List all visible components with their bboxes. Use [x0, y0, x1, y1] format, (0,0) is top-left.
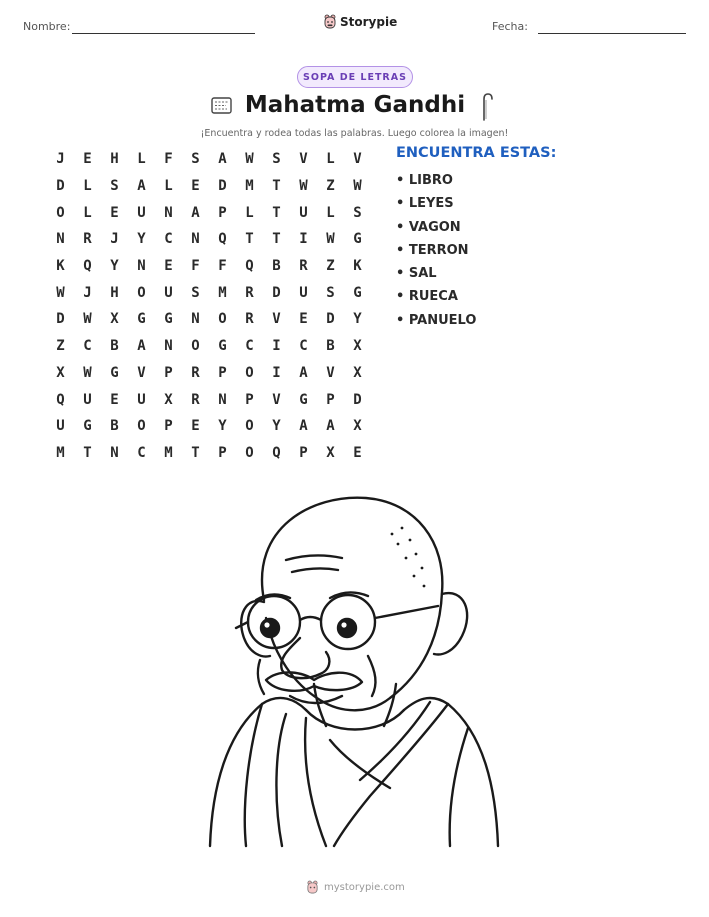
grid-cell[interactable]: L	[83, 178, 92, 195]
grid-cell[interactable]: V	[272, 391, 281, 408]
grid-cell[interactable]: X	[326, 444, 335, 461]
grid-cell[interactable]: E	[191, 178, 200, 195]
grid-cell[interactable]: M	[218, 284, 227, 301]
grid-cell[interactable]: B	[326, 338, 335, 355]
grid-cell[interactable]: Q	[83, 258, 92, 275]
storypie-mascot-icon	[323, 14, 337, 30]
grid-cell[interactable]: U	[137, 391, 146, 408]
grid-cell[interactable]: N	[164, 338, 173, 355]
grid-cell[interactable]: Z	[326, 178, 335, 195]
grid-cell[interactable]: O	[245, 364, 254, 381]
word-list-item: • RUECA	[396, 289, 458, 305]
grid-cell[interactable]: B	[110, 338, 119, 355]
grid-cell[interactable]: B	[272, 258, 281, 275]
grid-cell[interactable]: N	[110, 444, 119, 461]
grid-cell[interactable]: Q	[245, 258, 254, 275]
grid-cell[interactable]: M	[164, 444, 173, 461]
grid-cell[interactable]: W	[83, 311, 92, 328]
grid-cell[interactable]: G	[353, 284, 362, 301]
puzzle-type-badge: SOPA DE LETRAS	[297, 66, 413, 88]
grid-cell[interactable]: T	[272, 231, 281, 248]
grid-cell[interactable]: U	[137, 204, 146, 221]
grid-cell[interactable]: C	[137, 444, 146, 461]
footer-site[interactable]: mystorypie.com	[324, 882, 405, 893]
grid-cell[interactable]: O	[56, 204, 65, 221]
grid-cell[interactable]: Z	[56, 338, 65, 355]
date-line[interactable]	[538, 33, 686, 34]
grid-cell[interactable]: L	[164, 178, 173, 195]
grid-cell[interactable]: D	[272, 284, 281, 301]
page-title: Mahatma Gandhi	[244, 92, 466, 118]
name-line[interactable]	[72, 33, 255, 34]
word-list-item: • SAL	[396, 266, 437, 282]
grid-cell[interactable]: C	[164, 231, 173, 248]
grid-cell[interactable]: H	[110, 284, 119, 301]
grid-cell[interactable]: R	[191, 391, 200, 408]
grid-cell[interactable]: V	[299, 151, 308, 168]
grid-cell[interactable]: H	[110, 151, 119, 168]
grid-cell[interactable]: T	[83, 444, 92, 461]
grid-cell[interactable]: G	[218, 338, 227, 355]
grid-cell[interactable]: O	[137, 418, 146, 435]
grid-cell[interactable]: P	[218, 204, 227, 221]
grid-cell[interactable]: A	[137, 178, 146, 195]
grid-cell[interactable]: N	[164, 204, 173, 221]
grid-cell[interactable]: F	[191, 258, 200, 275]
grid-cell[interactable]: R	[83, 231, 92, 248]
grid-cell[interactable]: E	[191, 418, 200, 435]
grid-cell[interactable]: T	[272, 204, 281, 221]
grid-cell[interactable]: E	[110, 391, 119, 408]
grid-cell[interactable]: W	[326, 231, 335, 248]
grid-cell[interactable]: C	[299, 338, 308, 355]
grid-cell[interactable]: K	[353, 258, 362, 275]
grid-cell[interactable]: G	[299, 391, 308, 408]
grid-cell[interactable]: I	[272, 338, 281, 355]
grid-cell[interactable]: T	[191, 444, 200, 461]
grid-cell[interactable]: P	[164, 418, 173, 435]
word-list-heading: ENCUENTRA ESTAS:	[396, 145, 557, 161]
grid-cell[interactable]: I	[299, 231, 308, 248]
grid-cell[interactable]: D	[353, 391, 362, 408]
grid-cell[interactable]: A	[299, 364, 308, 381]
grid-cell[interactable]: E	[299, 311, 308, 328]
brand-name: Storypie	[340, 15, 398, 29]
word-list-item: • TERRON	[396, 242, 469, 258]
grid-cell[interactable]: X	[56, 364, 65, 381]
instructions-text: ¡Encuentra y rodea todas las palabras. Luego colorea la imagen!	[200, 128, 509, 139]
grid-cell[interactable]: L	[326, 204, 335, 221]
grid-cell[interactable]: S	[110, 178, 119, 195]
scroll-doodle-icon	[209, 95, 235, 117]
grid-cell[interactable]: N	[218, 391, 227, 408]
grid-cell[interactable]: C	[83, 338, 92, 355]
grid-cell[interactable]: J	[110, 231, 119, 248]
grid-cell[interactable]: A	[137, 338, 146, 355]
grid-cell[interactable]: Y	[272, 418, 281, 435]
grid-cell[interactable]: L	[245, 204, 254, 221]
grid-cell[interactable]: S	[353, 204, 362, 221]
grid-cell[interactable]: X	[353, 418, 362, 435]
grid-cell[interactable]: Q	[56, 391, 65, 408]
grid-cell[interactable]: X	[353, 338, 362, 355]
grid-cell[interactable]: J	[56, 151, 65, 168]
grid-cell[interactable]: B	[110, 418, 119, 435]
grid-cell[interactable]: P	[218, 364, 227, 381]
grid-cell[interactable]: F	[218, 258, 227, 275]
grid-cell[interactable]: A	[218, 151, 227, 168]
gandhi-coloring-illustration[interactable]	[202, 488, 507, 850]
grid-cell[interactable]: F	[164, 151, 173, 168]
grid-cell[interactable]: Y	[110, 258, 119, 275]
grid-cell[interactable]: W	[299, 178, 308, 195]
name-label: Nombre:	[23, 20, 71, 33]
grid-cell[interactable]: D	[56, 311, 65, 328]
grid-cell[interactable]: P	[164, 364, 173, 381]
grid-cell[interactable]: N	[137, 258, 146, 275]
grid-cell[interactable]: T	[272, 178, 281, 195]
storypie-mascot-icon	[306, 880, 319, 895]
grid-cell[interactable]: C	[245, 338, 254, 355]
grid-cell[interactable]: O	[137, 284, 146, 301]
grid-cell[interactable]: Y	[137, 231, 146, 248]
grid-cell[interactable]: U	[299, 284, 308, 301]
grid-cell[interactable]: I	[272, 364, 281, 381]
walking-stick-icon	[478, 92, 494, 122]
grid-cell[interactable]: A	[299, 418, 308, 435]
grid-cell[interactable]: D	[56, 178, 65, 195]
grid-cell[interactable]: O	[245, 418, 254, 435]
grid-cell[interactable]: P	[299, 444, 308, 461]
word-list-item: • VAGON	[396, 219, 461, 235]
grid-cell[interactable]: R	[191, 364, 200, 381]
grid-cell[interactable]: U	[56, 418, 65, 435]
grid-cell[interactable]: V	[353, 151, 362, 168]
grid-cell[interactable]: L	[83, 204, 92, 221]
grid-cell[interactable]: A	[191, 204, 200, 221]
grid-cell[interactable]: V	[326, 364, 335, 381]
grid-cell[interactable]: P	[326, 391, 335, 408]
grid-cell[interactable]: G	[137, 311, 146, 328]
grid-cell[interactable]: S	[191, 151, 200, 168]
grid-cell[interactable]: Q	[272, 444, 281, 461]
date-label: Fecha:	[492, 20, 528, 33]
grid-cell[interactable]: D	[218, 178, 227, 195]
grid-cell[interactable]: W	[353, 178, 362, 195]
grid-cell[interactable]: G	[353, 231, 362, 248]
grid-cell[interactable]: U	[83, 391, 92, 408]
grid-cell[interactable]: X	[164, 391, 173, 408]
grid-cell[interactable]: G	[83, 418, 92, 435]
grid-cell[interactable]: T	[245, 231, 254, 248]
grid-cell[interactable]: Z	[326, 258, 335, 275]
grid-cell[interactable]: Y	[353, 311, 362, 328]
grid-cell[interactable]: M	[245, 178, 254, 195]
grid-cell[interactable]: D	[326, 311, 335, 328]
grid-cell[interactable]: E	[83, 151, 92, 168]
grid-cell[interactable]: K	[56, 258, 65, 275]
grid-cell[interactable]: N	[191, 231, 200, 248]
grid-cell[interactable]: R	[245, 284, 254, 301]
grid-cell[interactable]: X	[110, 311, 119, 328]
footer	[306, 880, 405, 895]
grid-cell[interactable]: U	[164, 284, 173, 301]
grid-cell[interactable]: E	[164, 258, 173, 275]
grid-cell[interactable]: S	[326, 284, 335, 301]
word-search-grid[interactable]	[47, 146, 371, 466]
grid-cell[interactable]: A	[326, 418, 335, 435]
grid-cell[interactable]: R	[299, 258, 308, 275]
grid-cell[interactable]: P	[245, 391, 254, 408]
grid-cell[interactable]: W	[56, 284, 65, 301]
grid-cell[interactable]: O	[218, 311, 227, 328]
word-list	[396, 171, 476, 334]
grid-cell[interactable]: P	[218, 444, 227, 461]
grid-cell[interactable]: N	[191, 311, 200, 328]
grid-cell[interactable]: G	[110, 364, 119, 381]
grid-cell[interactable]: Q	[218, 231, 227, 248]
grid-cell[interactable]: E	[110, 204, 119, 221]
grid-cell[interactable]: J	[83, 284, 92, 301]
grid-cell[interactable]: W	[83, 364, 92, 381]
word-list-item: • LEYES	[396, 196, 454, 212]
grid-cell[interactable]: S	[191, 284, 200, 301]
grid-cell[interactable]: O	[245, 444, 254, 461]
word-list-item: • LIBRO	[396, 173, 453, 188]
brand-logo	[323, 14, 397, 30]
grid-cell[interactable]: V	[272, 311, 281, 328]
grid-cell[interactable]: W	[245, 151, 254, 168]
grid-cell[interactable]: E	[353, 444, 362, 461]
grid-cell[interactable]: V	[137, 364, 146, 381]
grid-cell[interactable]: L	[137, 151, 146, 168]
grid-cell[interactable]: X	[353, 364, 362, 381]
grid-cell[interactable]: U	[299, 204, 308, 221]
grid-cell[interactable]: M	[56, 444, 65, 461]
word-list-item: • PANUELO	[396, 312, 477, 328]
grid-cell[interactable]: Y	[218, 418, 227, 435]
grid-cell[interactable]: S	[272, 151, 281, 168]
grid-cell[interactable]: L	[326, 151, 335, 168]
grid-cell[interactable]: R	[245, 311, 254, 328]
grid-cell[interactable]: O	[191, 338, 200, 355]
grid-cell[interactable]: N	[56, 231, 65, 248]
grid-cell[interactable]: G	[164, 311, 173, 328]
